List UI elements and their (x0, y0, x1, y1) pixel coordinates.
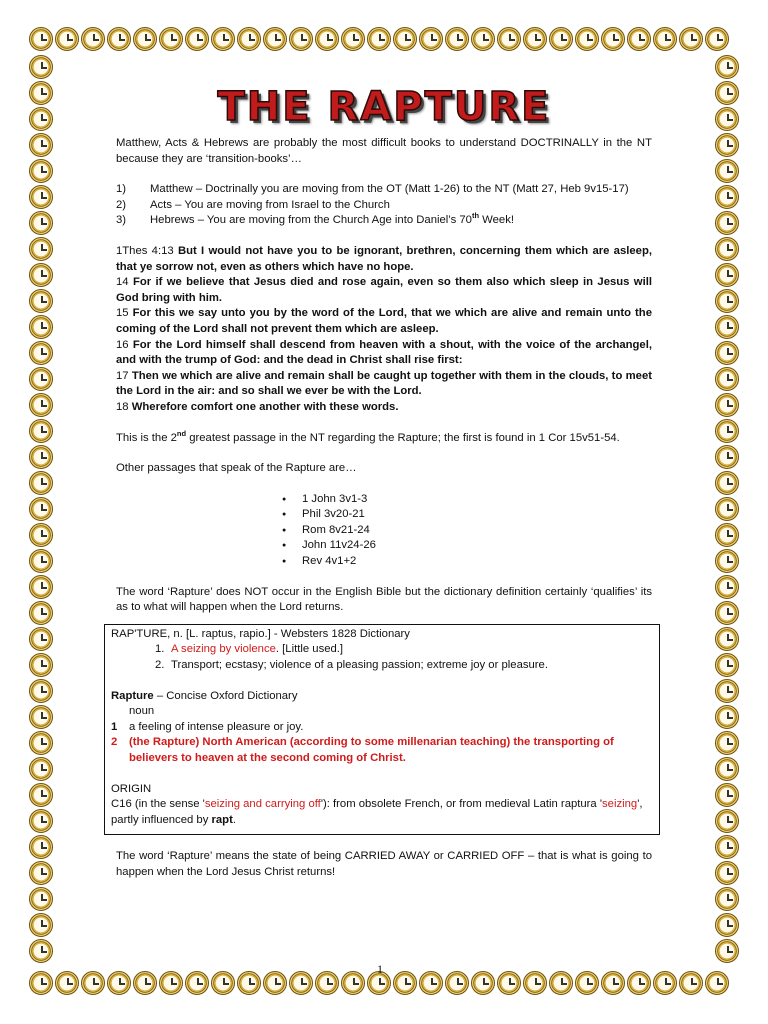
clock-icon (133, 27, 157, 51)
clock-icon (29, 913, 53, 937)
note-text: greatest passage in the NT regarding the Rapture; the first is found in 1 Cor 15v51-54. (186, 431, 620, 444)
clock-icon (211, 27, 235, 51)
verse-text: Then we which are alive and remain shall be caught up together with them in the clouds, to meet the Lord in the air: and so shall we ever be with the Lord. (116, 369, 652, 398)
clock-icon (715, 81, 739, 105)
red-text: A seizing by violence (171, 643, 276, 656)
headword: Rapture (111, 689, 154, 702)
clock-icon (29, 341, 53, 365)
clock-icon (419, 971, 443, 995)
clock-icon (29, 445, 53, 469)
clock-icon (29, 367, 53, 391)
clock-icon (29, 971, 53, 995)
clock-icon (237, 971, 261, 995)
clock-icon (497, 27, 521, 51)
clock-icon (107, 27, 131, 51)
clock-icon (705, 971, 729, 995)
list-text: Week! (479, 214, 514, 227)
page-number: 1 (377, 962, 383, 976)
clock-icon (29, 783, 53, 807)
verse-ref: 1Thes 4:13 (116, 244, 174, 257)
clock-icon (211, 971, 235, 995)
clock-icon (715, 367, 739, 391)
verse-ref: 18 (116, 400, 129, 413)
clock-icon (29, 315, 53, 339)
clock-icon (715, 497, 739, 521)
origin-red: seizing (602, 798, 638, 811)
clock-icon (29, 497, 53, 521)
superscript: th (471, 211, 480, 221)
verse (116, 369, 652, 400)
clock-icon (715, 835, 739, 859)
clock-icon (715, 159, 739, 183)
list-text: Hebrews – You are moving from the Church Age into Daniel’s 70 (150, 214, 472, 227)
bullet-item: ● John 11v24-26 (284, 538, 652, 554)
clock-icon (29, 549, 53, 573)
item-number: 1. (155, 643, 165, 656)
heading-text: – Concise Oxford Dictionary (153, 689, 298, 702)
clock-icon (715, 861, 739, 885)
origin-part: C16 (in the sense ' (111, 798, 205, 811)
clock-icon (523, 971, 547, 995)
webster-heading (111, 627, 653, 643)
page-title: THE RAPTURE (217, 84, 551, 130)
verse-ref: 14 (116, 276, 129, 289)
webster-item (111, 658, 653, 674)
clock-icon (29, 185, 53, 209)
clock-icon (29, 263, 53, 287)
verse (116, 244, 652, 275)
clock-icon (29, 133, 53, 157)
clock-icon (159, 971, 183, 995)
origin-red: seizing and carrying off (204, 798, 321, 811)
origin-part: '): from obsolete French, or from medieval Latin raptura ' (320, 798, 603, 811)
clock-icon (715, 731, 739, 755)
title-wrap (76, 84, 692, 130)
clock-icon (679, 27, 703, 51)
clock-icon (627, 27, 651, 51)
clock-icon (715, 289, 739, 313)
note-text: This is the 2 (116, 431, 177, 444)
clock-icon (601, 971, 625, 995)
clock-border-top (28, 26, 730, 52)
clock-icon (29, 887, 53, 911)
clock-icon (29, 55, 53, 79)
verse-text: For the Lord himself shall descend from heaven with a shout, with the voice of the archangel, and with the trump of God: and the dead in Christ shall rise first: (116, 338, 652, 367)
clock-icon (715, 107, 739, 131)
oxford-heading (111, 689, 653, 705)
clock-icon (133, 971, 157, 995)
verse-text: For if we believe that Jesus died and rose again, even so them also which sleep in Jesus will God bring with him. (116, 276, 652, 304)
clock-icon (471, 971, 495, 995)
clock-icon (29, 471, 53, 495)
clock-border-right (714, 54, 740, 964)
webster-item (111, 642, 653, 658)
clock-icon (29, 627, 53, 651)
clock-icon (315, 971, 339, 995)
oxford-sense (111, 720, 653, 736)
clock-icon (29, 601, 53, 625)
verse (116, 400, 652, 416)
list-number: 2) (116, 198, 127, 211)
clock-icon (715, 471, 739, 495)
clock-icon (471, 27, 495, 51)
list-text: Acts – You are moving from Israel to the Church (150, 198, 390, 211)
clock-icon (715, 627, 739, 651)
list-number: 3) (116, 214, 127, 227)
clock-icon (81, 27, 105, 51)
clock-icon (715, 783, 739, 807)
clock-icon (29, 81, 53, 105)
clock-icon (679, 971, 703, 995)
clock-icon (715, 55, 739, 79)
clock-icon (29, 289, 53, 313)
clock-icon (29, 523, 53, 547)
clock-icon (715, 705, 739, 729)
clock-icon (185, 27, 209, 51)
clock-icon (81, 971, 105, 995)
intro-paragraph: Matthew, Acts & Hebrews are probably the most difficult books to understand DOCTRINALLY in the NT because they are ‘transition-books’… (116, 137, 652, 165)
other-passages-list (116, 492, 652, 570)
verse (116, 275, 652, 306)
bullet-item: ● Rev 4v1+2 (284, 554, 652, 570)
item-text: . [Little used.] (275, 643, 344, 656)
clock-icon (653, 27, 677, 51)
clock-icon (341, 971, 365, 995)
clock-icon (715, 393, 739, 417)
clock-icon (237, 27, 261, 51)
clock-icon (715, 887, 739, 911)
clock-icon (55, 27, 79, 51)
heading-text: , n. [L. raptus, rapio.] - Websters 1828 Dictionary (167, 627, 410, 640)
verse-ref: 16 (116, 338, 129, 351)
part-of-speech: noun (129, 705, 155, 718)
origin-part: . (232, 813, 236, 826)
list-item (116, 211, 652, 229)
clock-icon (715, 133, 739, 157)
clock-icon (29, 653, 53, 677)
clock-icon (263, 971, 287, 995)
item-number: 2. (155, 659, 165, 672)
clock-icon (55, 971, 79, 995)
clock-icon (715, 445, 739, 469)
clock-icon (29, 27, 53, 51)
clock-icon (29, 159, 53, 183)
clock-icon (715, 939, 739, 963)
origin-label: ORIGIN (111, 782, 152, 795)
clock-icon (29, 419, 53, 443)
clock-icon (29, 757, 53, 781)
clock-icon (653, 971, 677, 995)
clock-icon (549, 971, 573, 995)
clock-icon (29, 211, 53, 235)
clock-icon (29, 939, 53, 963)
clock-icon (575, 971, 599, 995)
clock-icon (575, 27, 599, 51)
clock-icon (289, 971, 313, 995)
clock-icon (715, 679, 739, 703)
sense-text: (the Rapture) North American (according to some millenarian teaching) the transporting of believers to heaven at the second coming of Christ. (129, 736, 614, 764)
thessalonians-passage (116, 244, 652, 416)
list-text: Matthew – Doctrinally you are moving from the OT (Matt 1-26) to the NT (Matt 27, Heb 9v15-17) (150, 183, 629, 196)
clock-icon (627, 971, 651, 995)
clock-icon (393, 27, 417, 51)
clock-icon (715, 419, 739, 443)
clock-icon (445, 27, 469, 51)
bullet-item: ● 1 John 3v1-3 (284, 492, 652, 508)
clock-border-left (28, 54, 54, 964)
clock-icon (185, 971, 209, 995)
bullet-item: ● Rom 8v21-24 (284, 523, 652, 539)
list-number: 1) (116, 183, 127, 196)
verse-text: For this we say unto you by the word of the Lord, that we which are alive and remain unto the coming of the Lord shall not prevent them which are asleep. (116, 307, 652, 335)
verse-text: Wherefore comfort one another with these words. (131, 400, 399, 413)
clock-icon (107, 971, 131, 995)
clock-icon (29, 705, 53, 729)
clock-icon (715, 185, 739, 209)
clock-icon (29, 861, 53, 885)
origin-bold: rapt (211, 813, 233, 826)
definition-box (104, 624, 660, 836)
clock-icon (715, 211, 739, 235)
clock-icon (715, 523, 739, 547)
clock-icon (523, 27, 547, 51)
closing-paragraph: The word ‘Rapture’ means the state of being CARRIED AWAY or CARRIED OFF – that is what is going to happen when the Lord Jesus Christ returns! (116, 850, 652, 878)
verse-text: But I would not have you to be ignorant, brethren, concerning them which are asleep, that ye sorrow not, even as others which have no hope. (116, 244, 652, 273)
clock-icon (715, 237, 739, 261)
clock-icon (29, 107, 53, 131)
origin-text (111, 797, 653, 828)
verse-ref: 17 (116, 369, 129, 382)
list-item (116, 198, 652, 214)
clock-icon (367, 27, 391, 51)
clock-icon (29, 809, 53, 833)
clock-icon (263, 27, 287, 51)
clock-icon (159, 27, 183, 51)
sense-number: 2 (111, 736, 118, 749)
clock-icon (549, 27, 573, 51)
clock-icon (497, 971, 521, 995)
clock-icon (715, 575, 739, 599)
second-passage-note (116, 428, 652, 447)
clock-icon (715, 315, 739, 339)
clock-icon (29, 679, 53, 703)
clock-icon (29, 575, 53, 599)
clock-icon (715, 809, 739, 833)
superscript: nd (176, 428, 187, 438)
verse (116, 338, 652, 369)
clock-icon (601, 27, 625, 51)
clock-icon (705, 27, 729, 51)
clock-icon (29, 393, 53, 417)
list-item (116, 182, 652, 198)
clock-icon (29, 835, 53, 859)
clock-icon (715, 913, 739, 937)
clock-icon (341, 27, 365, 51)
clock-icon (29, 731, 53, 755)
clock-icon (445, 971, 469, 995)
item-text: Transport; ecstasy; violence of a pleasing passion; extreme joy or pleasure. (171, 659, 548, 672)
clock-icon (715, 601, 739, 625)
clock-icon (715, 549, 739, 573)
oxford-sense (111, 735, 653, 766)
bullet-item: ● Phil 3v20-21 (284, 507, 652, 523)
clock-icon (419, 27, 443, 51)
clock-icon (715, 757, 739, 781)
sense-number: 1 (111, 720, 118, 733)
other-passages-intro: Other passages that speak of the Rapture are… (116, 462, 357, 475)
clock-icon (393, 971, 417, 995)
verse (116, 306, 652, 337)
clock-icon (715, 263, 739, 287)
word-note: The word ‘Rapture’ does NOT occur in the English Bible but the dictionary definition certainly ‘qualifies’ its as to what will happen when the Lord returns. (116, 585, 652, 614)
origin-part: ', partly influenced by (111, 798, 643, 826)
transition-list (116, 182, 652, 229)
document-body (111, 84, 652, 881)
clock-icon (715, 653, 739, 677)
clock-icon (715, 341, 739, 365)
headword: RAP'TURE (111, 627, 168, 640)
clock-icon (315, 27, 339, 51)
verse-ref: 15 (116, 307, 129, 320)
clock-icon (29, 237, 53, 261)
sense-text: a feeling of intense pleasure or joy. (129, 720, 304, 733)
clock-icon (289, 27, 313, 51)
